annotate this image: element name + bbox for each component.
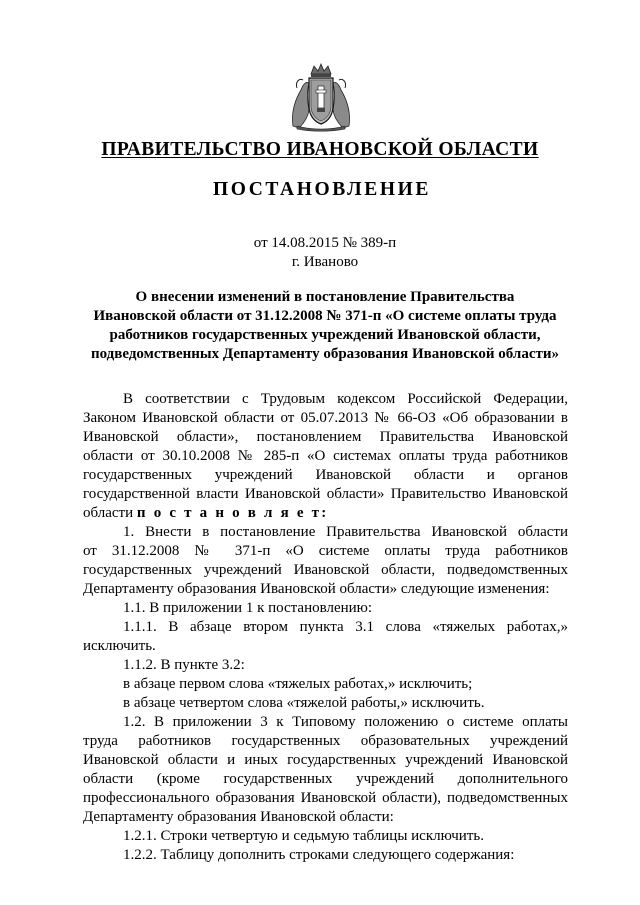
body-line: в абзаце четвертом слова «тяжелой работы,» исключить. <box>123 695 485 711</box>
body-line: государственных учреждений Ивановской области, подведомственных <box>83 562 568 578</box>
body-line: государственных учреждений Ивановской области и органов <box>83 467 568 483</box>
body-line: 1.1.2. В пункте 3.2: <box>123 657 245 673</box>
body-line: Департаменту образования Ивановской области» следующие изменения: <box>83 581 550 597</box>
document-type: ПОСТАНОВЛЕНИЕ <box>212 179 432 200</box>
body-line: 1.2.2. Таблицу дополнить строками следующего содержания: <box>123 847 515 863</box>
body-line: 1. Внести в постановление Правительства Ивановской области <box>123 524 568 540</box>
body-line: 1.1. В приложении 1 к постановлению: <box>123 600 373 616</box>
document-body <box>83 390 568 865</box>
body-line: 1.2.1. Строки четвертую и седьмую таблицы исключить. <box>123 828 484 844</box>
document-meta <box>0 234 640 272</box>
document-title <box>0 288 640 364</box>
body-line-text: области <box>83 505 134 521</box>
city: г. Иваново <box>291 254 359 270</box>
body-line: Законом Ивановской области от 05.07.2013 № 66-ОЗ «Об образовании в <box>83 410 568 426</box>
body-line: Ивановской области», постановлением Правительства Ивановской <box>83 429 568 445</box>
title-line: Ивановской области от 31.12.2008 № 371-п «О системе оплаты труда <box>93 308 557 324</box>
body-line: 1.1.1. В абзаце втором пункта 3.1 слова «тяжелых работах,» <box>123 619 568 635</box>
body-line: труда работников государственных образовательных учреждений <box>83 733 568 749</box>
body-line: профессионального образования Ивановской области), подведомственных <box>83 790 568 806</box>
body-line-decree <box>83 504 568 523</box>
government-name: ПРАВИТЕЛЬСТВО ИВАНОВСКОЙ ОБЛАСТИ <box>101 139 539 160</box>
body-line: от 31.12.2008 № 371-п «О системе оплаты труда работников <box>83 543 568 559</box>
body-line: Ивановской области и иных государственных учреждений Ивановской <box>83 752 568 768</box>
body-line: 1.2. В приложении 3 к Типовому положению о системе оплаты <box>123 714 568 730</box>
body-line: области (кроме государственных учреждений дополнительного <box>83 771 568 787</box>
body-line: Департаменту образования Ивановской области: <box>83 809 394 825</box>
title-line: работников государственных учреждений Ивановской области, <box>109 327 541 343</box>
title-line: подведомственных Департаменту образования Ивановской области» <box>90 346 560 362</box>
title-line: О внесении изменений в постановление Правительства <box>135 289 515 305</box>
body-line: области от 30.10.2008 № 285-п «О системах оплаты труда работников <box>83 448 568 464</box>
date-number: от 14.08.2015 № 389-п <box>253 235 397 251</box>
body-line: В соответствии с Трудовым кодексом Российской Федерации, <box>123 391 568 407</box>
body-line: государственной власти Ивановской области» Правительство Ивановской <box>83 486 568 502</box>
body-line: исключить. <box>83 638 156 654</box>
body-line: в абзаце первом слова «тяжелых работах,» исключить; <box>123 676 473 692</box>
decree-word: п о с т а н о в л я е т: <box>136 505 329 521</box>
coat-of-arms-emblem <box>287 60 355 132</box>
